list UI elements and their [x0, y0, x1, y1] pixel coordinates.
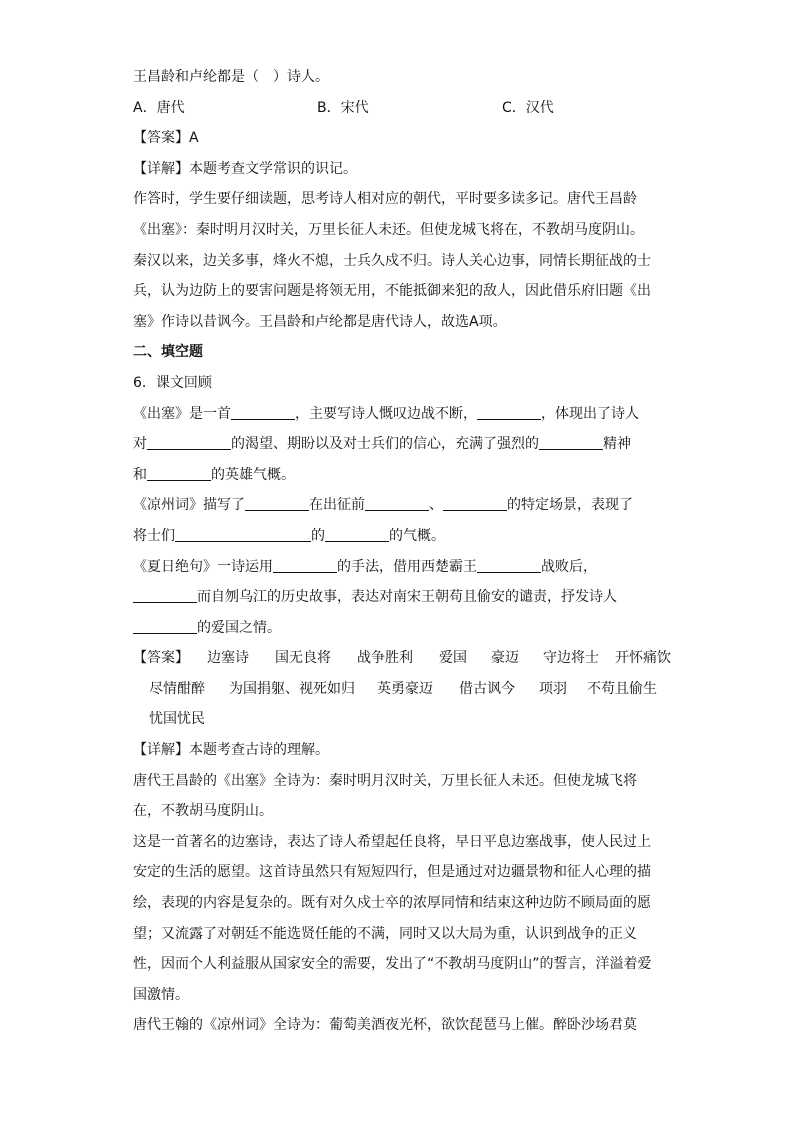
fill-line: 将士们 的 的气概。	[133, 521, 663, 552]
fill-line: 对 的渴望、期盼以及对士兵们的信心，充满了强烈的 精神	[133, 429, 663, 460]
q5-detail-line: 《出塞》：秦时明月汉时关，万里长征人未还。但使龙城飞将在，不教胡马度阴山。	[133, 221, 644, 238]
answer-item: 战争胜利	[357, 650, 413, 667]
q5-detail-line: 秦汉以来，边关多事，烽火不熄，士兵久戍不归。诗人关心边事，同情长期征战的士	[133, 252, 651, 269]
option-a: A．唐代	[133, 99, 185, 116]
section-title: 二、填空题	[133, 344, 203, 361]
q6-detail-line: 【详解】本题考查古诗的理解。	[133, 742, 329, 759]
q6-answer-row	[133, 674, 663, 705]
answer-item: 忧国忧民	[149, 711, 205, 728]
answer-item: 开怀痛饮	[615, 650, 671, 667]
answer-item: 守边将士	[543, 650, 599, 667]
q6-detail-line: 望；又流露了对朝廷不能选贤任能的不满，同时又以大局为重，认识到战争的正义	[133, 925, 637, 942]
blank	[231, 402, 295, 420]
blank	[477, 555, 541, 573]
blank	[539, 432, 603, 450]
q6-title: 6．课文回顾	[133, 374, 212, 391]
document-page	[133, 62, 671, 1041]
fill-line: 和 的英雄气概。	[133, 460, 663, 491]
q6-answer-row	[133, 643, 671, 674]
q5-detail-line: 塞》作诗以昔讽今。王昌龄和卢纶都是唐代诗人，故选A项。	[133, 313, 507, 330]
option-b: B．宋代	[317, 99, 369, 116]
q6-answer-row	[133, 704, 663, 735]
answer-item: 为国捐躯、视死如归	[229, 680, 355, 697]
blank	[245, 493, 309, 511]
q5-detail-line: 兵，认为边防上的要害问题是将领无用，不能抵御来犯的敌人，因此借乐府旧题《出	[133, 283, 651, 300]
answer-item: 边塞诗	[207, 650, 249, 667]
q5-stem: 王昌龄和卢纶都是（ ）诗人。	[133, 69, 329, 85]
q6-detail-line: 唐代王昌龄的《出塞》全诗为：秦时明月汉时关，万里长征人未还。但使龙城飞将	[133, 772, 637, 789]
q6-detail-line: 唐代王翰的《凉州词》全诗为：葡萄美酒夜光杯，欲饮琵琶马上催。醉卧沙场君莫	[133, 1017, 637, 1034]
answer-item: 爱国	[439, 650, 467, 667]
answer-item: 尽情酣醉	[149, 680, 205, 697]
q6-detail-line: 性，因而个人利益服从国家安全的需要，发出了“不教胡马度阴山”的誓言，洋溢着爱	[133, 956, 652, 973]
blank	[443, 493, 507, 511]
answer-item: 英勇豪迈	[377, 680, 433, 697]
answer-item: 项羽	[539, 680, 567, 697]
q5-detail-line: 作答时，学生要仔细读题，思考诗人相对应的朝代，平时要多读多记。唐代王昌龄	[133, 191, 637, 208]
blank	[365, 493, 429, 511]
blank	[147, 463, 211, 481]
blank	[325, 524, 389, 542]
blank	[133, 585, 197, 603]
blank	[133, 616, 197, 634]
answer-item: 国无良将	[275, 650, 331, 667]
blank	[477, 402, 541, 420]
q6-detail-line: 这是一首著名的边塞诗，表达了诗人希望起任良将，早日平息边塞战事，使人民过上	[133, 833, 651, 850]
fill-line: 《出塞》是一首 ，主要写诗人慨叹边战不断， ，体现出了诗人	[133, 399, 663, 430]
q5-options	[133, 93, 663, 124]
fill-line: 的爱国之情。	[133, 613, 663, 644]
q6-detail-line: 在，不教胡马度阴山。	[133, 803, 273, 820]
answer-item: 豪迈	[491, 650, 519, 667]
fill-line: 《夏日绝句》一诗运用 的手法，借用西楚霸王 战败后，	[133, 552, 663, 583]
fill-line: 《凉州词》描写了 在出征前 、 的特定场景，表现了	[133, 490, 663, 521]
option-c: C．汉代	[502, 99, 554, 116]
answer-item: 借古讽今	[459, 680, 515, 697]
blank	[273, 555, 337, 573]
q6-detail-line: 绘，表现的内容是复杂的。既有对久戍士卒的浓厚同情和结束这种边防不顾局面的愿	[133, 895, 651, 912]
q5-answer: 【答案】A	[133, 130, 199, 147]
q6-detail-line: 安定的生活的愿望。这首诗虽然只有短短四行，但是通过对边疆景物和征人心理的描	[133, 864, 651, 881]
q6-detail-line: 国激情。	[133, 986, 189, 1003]
blank	[147, 432, 231, 450]
answer-label: 【答案】	[133, 650, 189, 667]
answer-item: 不苟且偷生	[587, 680, 657, 697]
fill-line: 而自刎乌江的历史故事，表达对南宋王朝苟且偷安的谴责，抒发诗人	[133, 582, 663, 613]
blank	[175, 524, 311, 542]
q5-detail-line: 【详解】本题考查文学常识的识记。	[133, 160, 357, 177]
